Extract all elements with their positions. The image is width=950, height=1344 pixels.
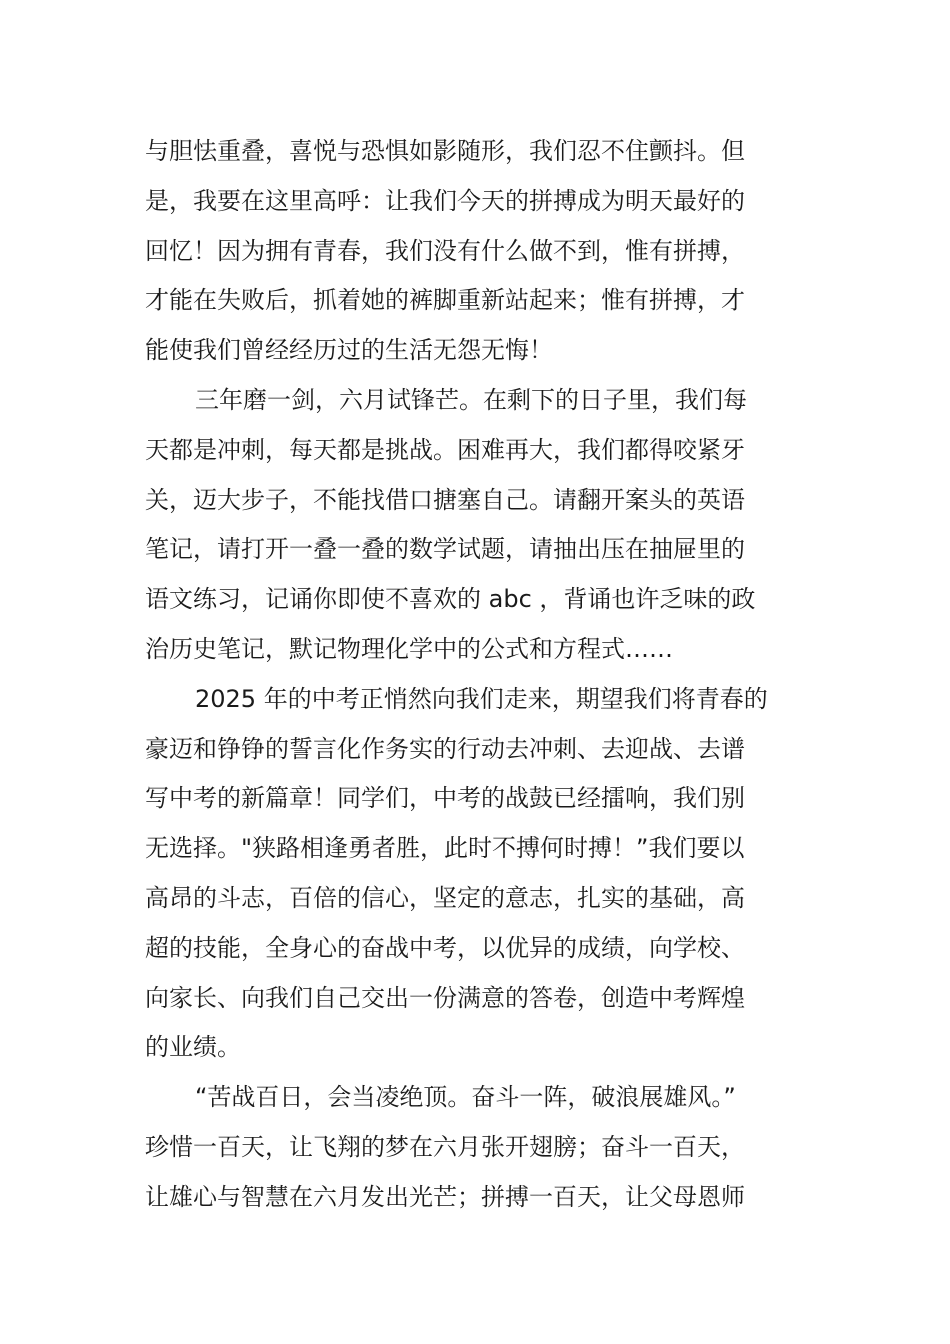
paragraph-4 bbox=[145, 1073, 810, 1222]
text-line: 高昂的斗志，百倍的信心，坚定的意志，扎实的基础，高 bbox=[145, 883, 745, 912]
text-line: 向家长、向我们自己交出一份满意的答卷，创造中考辉煌 bbox=[145, 983, 745, 1012]
text-line: 超的技能，全身心的奋战中考，以优异的成绩，向学校、 bbox=[145, 933, 745, 962]
text-line: 才能在失败后，抓着她的裤脚重新站起来；惟有拼搏，才 bbox=[145, 286, 745, 315]
text-line: 豪迈和铮铮的誓言化作务实的行动去冲刺、去迎战、去谱 bbox=[145, 734, 745, 763]
text-line: 语文练习，记诵你即使不喜欢的 abc ，背诵也许乏味的政 bbox=[145, 585, 756, 614]
text-line: 回忆！因为拥有青春，我们没有什么做不到，惟有拼搏， bbox=[145, 236, 745, 265]
text-line: 是，我要在这里高呼：让我们今天的拼搏成为明天最好的 bbox=[145, 186, 745, 215]
text-line: 关，迈大步子，不能找借口搪塞自己。请翻开案头的英语 bbox=[145, 485, 745, 514]
text-line: 与胆怯重叠，喜悦与恐惧如影随形，我们忍不住颤抖。但 bbox=[145, 137, 745, 165]
text-line: 2025 年的中考正悄然向我们走来，期望我们将青春的 bbox=[195, 684, 768, 713]
paragraph-2 bbox=[145, 376, 810, 675]
text-line: 能使我们曾经经历过的生活无怨无悔！ bbox=[145, 336, 553, 365]
text-line: 让雄心与智慧在六月发出光芒；拼搏一百天，让父母恩师 bbox=[145, 1182, 745, 1211]
text-line: 治历史笔记，默记物理化学中的公式和方程式…… bbox=[145, 634, 673, 663]
text-line: 写中考的新篇章！同学们，中考的战鼓已经擂响，我们别 bbox=[145, 784, 745, 813]
text-line: 笔记，请打开一叠一叠的数学试题，请抽出压在抽屉里的 bbox=[145, 535, 745, 564]
paragraph-3 bbox=[145, 675, 810, 1073]
text-line: 三年磨一剑，六月试锋芒。在剩下的日子里，我们每 bbox=[195, 385, 747, 414]
text-line: 无选择。"狭路相逢勇者胜，此时不搏何时搏！”我们要以 bbox=[145, 834, 745, 863]
text-line: 天都是冲刺，每天都是挑战。困难再大，我们都得咬紧牙 bbox=[145, 435, 745, 464]
document-body bbox=[145, 127, 810, 1223]
text-line: “苦战百日，会当凌绝顶。奋斗一阵，破浪展雄风。” bbox=[195, 1083, 736, 1112]
text-line: 的业绩。 bbox=[145, 1033, 241, 1062]
text-line: 珍惜一百天，让飞翔的梦在六月张开翅膀；奋斗一百天， bbox=[145, 1132, 745, 1161]
paragraph-1 bbox=[145, 127, 810, 376]
